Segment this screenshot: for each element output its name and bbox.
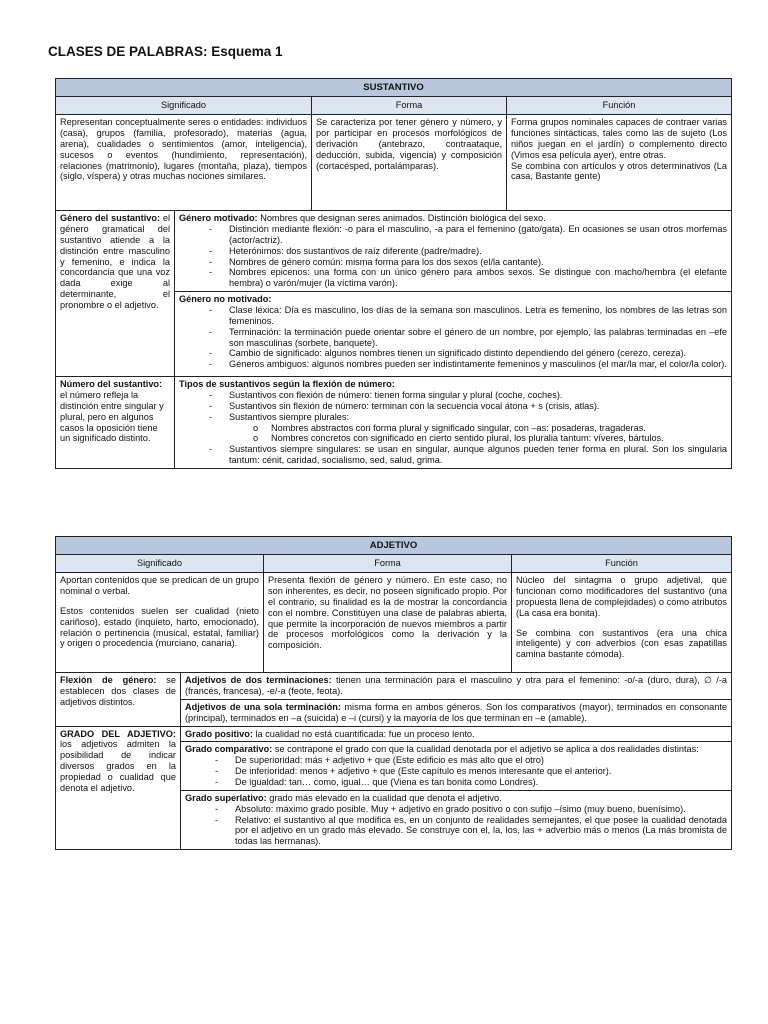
sust-col-funcion: Función — [507, 97, 732, 115]
dos-term-title: Adjetivos de dos terminaciones: — [185, 675, 332, 686]
adj-funcion-cell — [512, 573, 732, 673]
list-item: - Sustantivos con flexión de número: tienen forma singular y plural (coche, coches). — [229, 390, 727, 401]
adj-funcion-text1: Núcleo del sintagma o grupo adjetival, que funcionan como modificadores del sustantivo (una propuesta llena de complejidades) o como atributos (La casa era bonita). — [516, 575, 728, 618]
una-terminacion-cell — [181, 699, 732, 726]
comparativo-desc: se contrapone el grado con que la cualidad denotada por el adjetivo se aplica a dos realidades distintas: — [274, 744, 699, 755]
adj-funcion-text2: Se combina con sustantivos (era una chica inteligente) y con adverbios (con esas zapatillas camina bastante cómoda). — [516, 627, 728, 660]
list-item: - Terminación: la terminación puede orientar sobre el género de un nombre, por ejemplo, las palabras terminadas en –efe son masculinas (sorbete, banquete). — [229, 327, 727, 349]
sust-funcion-text2: Se combina con artículos y otros determinativos (La casa, Bastante gente) — [511, 160, 728, 182]
list-item: - Relativo: el sustantivo al que modifica es, en un conjunto de realidades semejantes, el que posee la cualidad denotada por el adjetivo en un grado más elevado. Se construye con el, la, los, las + adverbio más o menos (La más bromista de todas las hermanas). — [235, 815, 727, 848]
adj-col-forma: Forma — [264, 555, 512, 573]
list-item: - Cambio de significado: algunos nombres tienen un significado distinto dependiendo del género (cerezo, cereza). — [229, 348, 727, 359]
positivo-title: Grado positivo: — [185, 728, 253, 739]
sust-funcion-cell — [507, 115, 732, 211]
adj-significado-cell — [56, 573, 264, 673]
genero-no-motivado-cell — [175, 292, 732, 377]
grado-desc: los adjetivos admiten la posibilidad de indicar diversos grados en la propiedad o cualidad que denota el adjetivo. — [60, 739, 176, 793]
dos-terminaciones-cell — [181, 673, 732, 700]
numero-label-cell — [56, 377, 175, 469]
superlativo-title: Grado superlativo: — [185, 792, 267, 803]
list-item: - De superioridad: más + adjetivo + que (Este edificio es más alto que el otro) — [235, 755, 727, 766]
list-item: - De inferioridad: menos + adjetivo + que (Este capítulo es menos interesante que el anterior). — [235, 766, 727, 777]
sustantivo-header: SUSTANTIVO — [56, 79, 732, 97]
comparativo-title: Grado comparativo: — [185, 744, 273, 755]
list-item: - Distinción mediante flexión: -o para el masculino, -a para el femenino (gato/gata). En ocasiones se usan otros morfemas (actor/actriz). — [229, 224, 727, 246]
adj-forma-text: Presenta flexión de género y número. En este caso, no son inherentes, es decir, no poseen significado propio. Por el contrario, su finalidad es la de mostrar la concordancia con el nombre. Constituyen una clase de palabras abierta, que permite la incorporación de nuevos miembros a partir de procesos morfológicos como la derivación y la composición. — [264, 573, 512, 673]
list-item: - Sustantivos siempre singulares: se usan en singular, aunque algunos pueden tener forma en plural. Son los singularia tantum: cénit, caridad, socialismo, sed, salud, grima. — [229, 444, 727, 466]
list-item: o Nombres abstractos con forma plural y significado singular, con –as: posaderas, tragaderas. — [271, 423, 727, 434]
genero-motivado-cell — [175, 211, 732, 292]
list-item: - Clase léxica: Día es masculino, los días de la semana son masculinos. Letra es femenino, los nombres de las letras son femeninos. — [229, 305, 727, 327]
positivo-desc: la cualidad no está cuantificada: fue un proceso lento. — [255, 728, 475, 739]
una-term-desc: misma forma en ambos géneros. Son los comparativos (mayor), terminados en consonante (principal), terminados en –a (suicida) e –i (cursi) y la mayoría de los que terminan en –e (amable). — [185, 701, 728, 723]
list-item: - Absoluto: máximo grado posible. Muy + adjetivo en grado positivo o con sufijo –ísimo (muy bueno, buenísimo). — [235, 804, 727, 815]
page-title: CLASES DE PALABRAS: Esquema 1 — [48, 44, 283, 59]
list-item: o Nombres concretos con significado en cierto sentido plural, los pluralia tantum: víveres, bártulos. — [271, 433, 727, 444]
dos-term-desc: tienen una terminación para el masculino y otra para el femenino: -o/-a (duro, dura), ∅ /-a (francés, francesa), -e/-a (feote, feota). — [185, 675, 727, 696]
adj-significado-text2: Estos contenidos suelen ser cualidad (nieto cariñoso), estado (inquieto, harto, emocionado), relación o pertinencia (musical, estatal, familiar) y origen o procedencia (murciano, canaria). — [60, 605, 259, 649]
adj-col-funcion: Función — [512, 555, 732, 573]
adj-significado-text1: Aportan contenidos que se predican de un grupo nominal o verbal. — [60, 575, 259, 596]
grado-superlativo-cell — [181, 790, 732, 849]
list-item: - Sustantivos sin flexión de número: terminan con la secuencia vocal átona + s (crisis, atlas). — [229, 401, 727, 412]
sust-col-forma: Forma — [312, 97, 507, 115]
numero-label: Número del sustantivo: — [60, 379, 163, 390]
superlativo-desc: grado más elevado en la cualidad que denota el adjetivo. — [269, 792, 502, 803]
genero-label-cell — [56, 211, 175, 377]
una-term-title: Adjetivos de una sola terminación: — [185, 701, 341, 712]
sustantivo-table — [55, 78, 732, 469]
sust-funcion-text1: Forma grupos nominales capaces de contraer varias funciones sintácticas, tales como las de sujeto (Los niños juegan en el jardín) o complemento directo (Vimos esa película ayer), entre otras. — [511, 117, 728, 160]
list-item: - Géneros ambiguos: algunos nombres pueden ser indistintamente femeninos y masculinos (el mar/la mar, el color/la color). — [229, 359, 727, 370]
list-item: - De igualdad: tan… como, igual… que (Viena es tan bonita como Londres). — [235, 777, 727, 788]
numero-desc: el número refleja la distinción entre singular y plural, pero en algunos casos la oposición tiene un significado distinto. — [60, 389, 164, 444]
list-item: - Sustantivos siempre plurales: — [229, 412, 727, 423]
sust-forma-text: Se caracteriza por tener género y número, y por participar en procesos morfológicos de derivación (antebrazo, contraataque, deducción, subida, vigencia) y composición (cortacésped, portalámparas). — [312, 115, 507, 211]
grado-comparativo-cell — [181, 742, 732, 790]
grado-label-cell — [56, 726, 181, 850]
tipos-numero-cell — [175, 377, 732, 469]
list-item: - Nombres epicenos: una forma con un único género para ambos sexos. Se distingue con macho/hembra (el elefante hembra) o varón/mujer (la víctima varón). — [229, 267, 727, 289]
flexion-label: Flexión de género: — [60, 675, 157, 686]
tipos-title: Tipos de sustantivos según la flexión de número: — [179, 379, 395, 390]
no-motivado-title: Género no motivado: — [179, 294, 272, 305]
adj-col-significado: Significado — [56, 555, 264, 573]
list-item: - Nombres de género común: misma forma para los dos sexos (el/la cantante). — [229, 257, 727, 268]
adjetivo-table — [55, 536, 732, 850]
genero-desc: el género gramatical del sustantivo atiende a la distinción entre masculino y femenino, e indica la concordancia que una voz dada exige al determinante, el pronombre o el adjetivo. — [60, 213, 170, 310]
motivado-desc: Nombres que designan seres animados. Distinción biológica del sexo. — [260, 213, 546, 224]
adjetivo-header: ADJETIVO — [56, 537, 732, 555]
grado-positivo-cell — [181, 726, 732, 742]
sust-col-significado: Significado — [56, 97, 312, 115]
grado-label: GRADO DEL ADJETIVO: — [60, 728, 176, 739]
sust-significado-text: Representan conceptualmente seres o entidades: individuos (casa), grupos (familia, profesorado), materias (agua, arena), cualidades o sentimientos (amor, inteligencia), sucesos o eventos (hundimiento, representación), relaciones (matrimonio), lugares (montaña, plaza), tiempos (siglo, víspera) y otras muchas nociones similares. — [56, 115, 312, 211]
list-item: - Heterónimos: dos sustantivos de raíz diferente (padre/madre). — [229, 246, 727, 257]
motivado-title: Género motivado: — [179, 213, 258, 224]
flexion-desc: se establecen dos clases de adjetivos distintos. — [60, 675, 176, 707]
flexion-label-cell — [56, 673, 181, 726]
genero-label: Género del sustantivo: — [60, 213, 161, 224]
